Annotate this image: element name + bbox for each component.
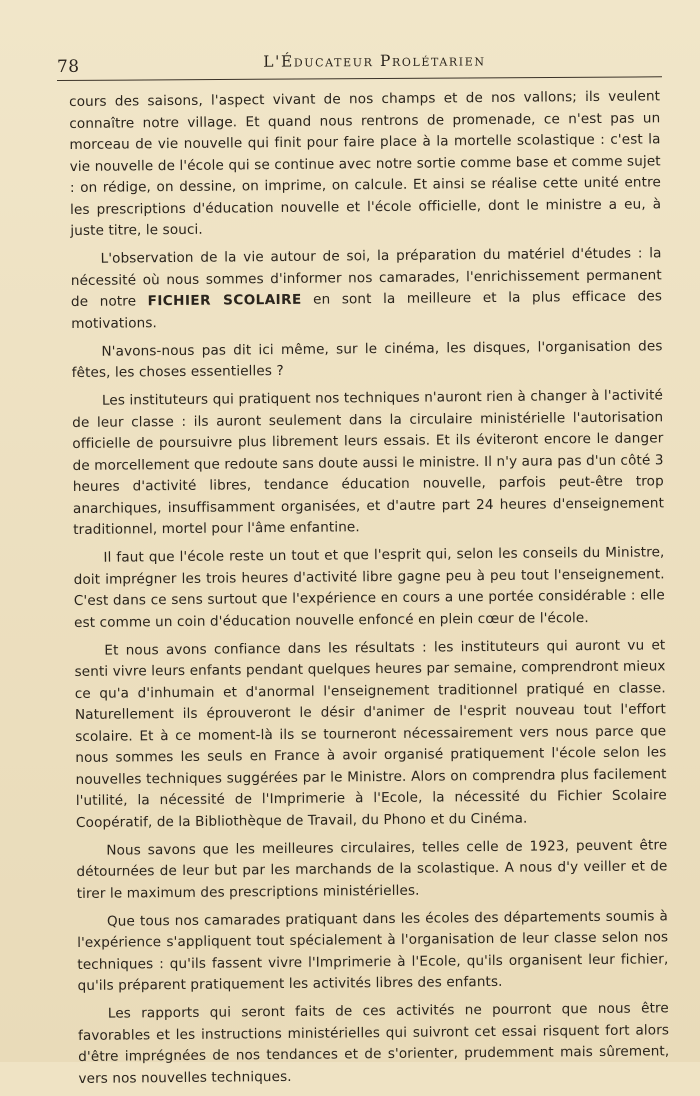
running-title: L'Éducateur Prolétarien (263, 51, 486, 71)
paragraph-2 (71, 243, 663, 335)
article-body (69, 86, 670, 1096)
paragraph-6: Et nous avons confiance dans les résultats : les instituteurs qui auront vu et senti vivre leurs enfants pendant quelques heures par semaine, comprendront mieux ce qu'a d'inhumain et d'anormal l'enseignement traditionnel pratiqué en classe. Naturellement ils éprouveront le désir d'animer de l'esprit nouveau tout l'effort scolaire. Et à ce moment-là ils se tourneront nécessairement vers nous parce que nous sommes les seuls en France à avoir organisé pratiquement l'école selon les nouvelles techniques suggérées par le Ministre. Alors on comprendra plus facilement l'utilité, la nécessité de l'Imprimerie à l'Ecole, la nécessité du Fichier Scolaire Coopératif, de la Bibliothèque de Travail, du Phono et du Cinéma. (74, 636, 667, 831)
page-number: 78 (56, 56, 80, 78)
paragraph-3: N'avons-nous pas dit ici même, sur le cinéma, les disques, l'organisation des fêtes, les choses essentielles ? (71, 337, 663, 381)
paragraph-2-tail: en sont la meilleure et la plus efficace des motivations. (71, 288, 663, 332)
paragraph-1: cours des saisons, l'aspect vivant de nos champs et de nos vallons; ils veulent connaître notre village. Et quand nous rentrons de promenade, ce n'est pas un morceau de vie nouvelle qui finit pour faire place à la mortelle scolastique : c'est la vie nouvelle de l'école qui se continue avec notre sortie comme base et comme sujet : on rédige, on dessine, on imprime, on calcule. Et ainsi se réalise cette unité entre les prescriptions d'éducation nouvelle et l'école officielle, dont le ministre a eu, à juste titre, le souci. (69, 88, 662, 239)
paragraph-7: Nous savons que les meilleures circulaires, telles celle de 1923, peuvent être détournées de leur but par les marchands de la scolastique. A nous d'y veiller et de tirer le maximum des prescriptions ministérielles. (76, 836, 668, 902)
paragraph-5: Il faut que l'école reste un tout et que l'esprit qui, selon les conseils du Ministre, doit imprégner les trois heures d'activité libre gagne peu à peu tout l'enseignement. C'est dans ce sens surtout que l'expérience en cours a une portée considérable : elle est comme un coin d'éducation nouvelle enfoncé en plein cœur de l'école. (73, 544, 665, 631)
paragraph-4: Les instituteurs qui pratiquent nos techniques n'auront rien à changer à l'activité de leur classe : ils auront seulement dans la circulaire ministérielle l'autorisation officielle de poursuivre plus librement leurs essais. Et ils éviteront encore le danger de morcellement que redoute sans doute aussi le ministre. Il n'y aura pas d'un côté 3 heures d'activité libres, tendance éducation nouvelle, parfois peut-être trop anarchiques, insuffisamment organisées, et d'autre part 24 heures d'enseignement traditionnel, mortel pour l'âme enfantine. (72, 387, 665, 538)
fichier-scolaire-emphasis: FICHIER SCOLAIRE (147, 291, 302, 310)
paragraph-9: Les rapports qui seront faits de ces activités ne pourront que nous être favorables et les instructions ministérielles qui suivront cet essai risquent fort alors d'être imprégnées de nos tendances et de s'orienter, prudemment mais sûrement, vers nos nouvelles techniques. (77, 1000, 670, 1087)
paragraph-2-lead: L'observation de la vie autour de soi, la préparation du matériel d'études : la nécessité où nous sommes d'informer nos camarades, l'enrichissement permanent de notre (70, 245, 662, 310)
paragraph-8: Que tous nos camarades pratiquant dans les écoles des départements soumis à l'expérience s'appliquent tout spécialement à l'organisation de leur classe selon nos techniques : qu'ils fassent vivre l'Imprimerie à l'Ecole, qu'ils organisent leur fichier, qu'ils préparent pratiquement les activités libres des enfants. (77, 907, 669, 994)
page-header (57, 48, 662, 81)
